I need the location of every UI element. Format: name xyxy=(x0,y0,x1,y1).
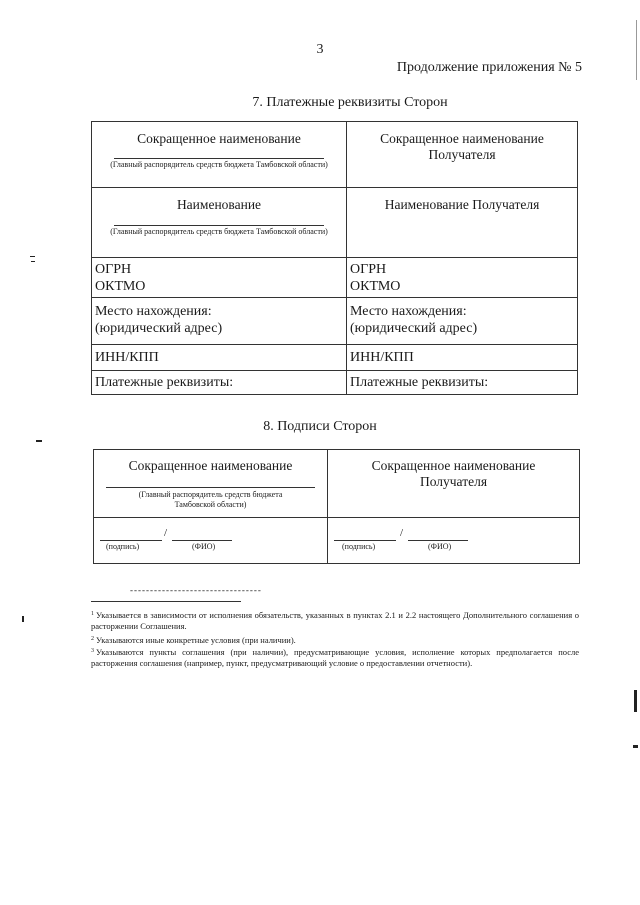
footnote-1 xyxy=(91,609,579,632)
short-name-right: Сокращенное наименование Получателя xyxy=(380,131,544,162)
table-cell xyxy=(92,258,347,298)
fio-label: (ФИО) xyxy=(192,542,216,551)
table-cell xyxy=(347,122,578,188)
section-8-heading: 8. Подписи Сторон xyxy=(263,419,377,434)
manager-note: (Главный распорядитель средств бюджета Тамбовской области) xyxy=(110,227,328,236)
footnote-mark: 2 xyxy=(91,636,94,642)
short-name-left: Сокращенное наименование xyxy=(128,458,293,473)
table-cell xyxy=(328,450,580,518)
oktmo-label: ОКТМО xyxy=(350,279,401,294)
fio-line xyxy=(408,540,468,541)
signature-line xyxy=(334,540,396,541)
slash-separator: / xyxy=(400,527,404,539)
table-cell xyxy=(92,298,347,345)
table-cell xyxy=(92,371,347,395)
scan-mark xyxy=(36,440,42,442)
location-label: Место нахождения: xyxy=(95,304,212,319)
slash-separator: / xyxy=(164,527,168,539)
signature-label: (подпись) xyxy=(342,542,376,551)
scan-mark xyxy=(22,616,24,622)
signatures-table xyxy=(93,449,580,564)
scan-mark xyxy=(633,745,638,748)
location-label: Место нахождения: xyxy=(350,304,467,319)
table-cell xyxy=(92,122,347,188)
signature-line xyxy=(100,540,162,541)
table-row xyxy=(92,298,578,345)
table-row xyxy=(92,122,578,188)
inn-kpp-label: ИНН/КПП xyxy=(350,350,414,365)
payment-details-label: Платежные реквизиты: xyxy=(350,375,489,390)
scan-mark xyxy=(30,256,35,257)
footnote-mark: 3 xyxy=(91,648,94,654)
scan-mark xyxy=(31,261,35,262)
table-cell xyxy=(328,518,580,564)
table-cell xyxy=(347,345,578,371)
table-row xyxy=(94,450,580,518)
short-name-right: Сокращенное наименование Получателя xyxy=(371,458,536,489)
table-cell xyxy=(347,258,578,298)
full-name-left: Наименование xyxy=(176,197,262,212)
payment-details-table xyxy=(91,121,578,395)
footnote-rule xyxy=(91,601,241,602)
table-row xyxy=(92,345,578,371)
table-cell xyxy=(94,450,328,518)
fio-line xyxy=(172,540,232,541)
page-number: 3 xyxy=(316,42,324,57)
signature-label: (подпись) xyxy=(106,542,140,551)
full-name-right: Наименование Получателя xyxy=(384,197,540,212)
scan-mark xyxy=(634,690,637,712)
table-cell xyxy=(94,518,328,564)
footnote-2 xyxy=(91,634,579,646)
dashed-separator: --------------------------------- xyxy=(130,585,262,595)
table-cell xyxy=(347,188,578,258)
table-row xyxy=(92,371,578,395)
table-row xyxy=(92,258,578,298)
manager-note: (Главный распорядитель средств бюджета Тамбовской области) xyxy=(110,160,328,169)
fill-line xyxy=(114,225,324,226)
appendix-continuation: Продолжение приложения № 5 xyxy=(396,60,582,75)
footnote-text: Указываются иные конкретные условия (при наличии). xyxy=(96,635,296,645)
fio-label: (ФИО) xyxy=(428,542,452,551)
payment-details-label: Платежные реквизиты: xyxy=(95,375,234,390)
table-cell xyxy=(347,371,578,395)
ogrn-label: ОГРН xyxy=(350,262,387,277)
legal-address-label: (юридический адрес) xyxy=(95,321,223,336)
table-cell xyxy=(92,188,347,258)
scan-mark xyxy=(636,20,637,80)
oktmo-label: ОКТМО xyxy=(95,279,146,294)
footnote-text: Указывается в зависимости от исполнения обязательств, указанных в пунктах 2.1 и 2.2 настоящего Дополнительного соглашения о расторжении Соглашения. xyxy=(91,610,579,631)
manager-note: (Главный распорядитель средств бюджета Тамбовской области) xyxy=(138,490,283,509)
short-name-left: Сокращенное наименование xyxy=(137,131,301,146)
legal-address-label: (юридический адрес) xyxy=(350,321,478,336)
section-7-heading: 7. Платежные реквизиты Сторон xyxy=(252,95,448,110)
table-row xyxy=(94,518,580,564)
fill-line xyxy=(106,487,315,488)
inn-kpp-label: ИНН/КПП xyxy=(95,350,159,365)
table-cell xyxy=(347,298,578,345)
footnote-mark: 1 xyxy=(91,611,94,617)
footnote-text: Указываются пункты соглашения (при наличии), предусматривающие условия, исполнение которых предполагается после расторжения соглашения (например, пункт, предусматривающий условие о предоставлении отчетности). xyxy=(91,647,579,668)
footnote-3 xyxy=(91,646,579,669)
ogrn-label: ОГРН xyxy=(95,262,132,277)
fill-line xyxy=(114,158,324,159)
table-row xyxy=(92,188,578,258)
table-cell xyxy=(92,345,347,371)
